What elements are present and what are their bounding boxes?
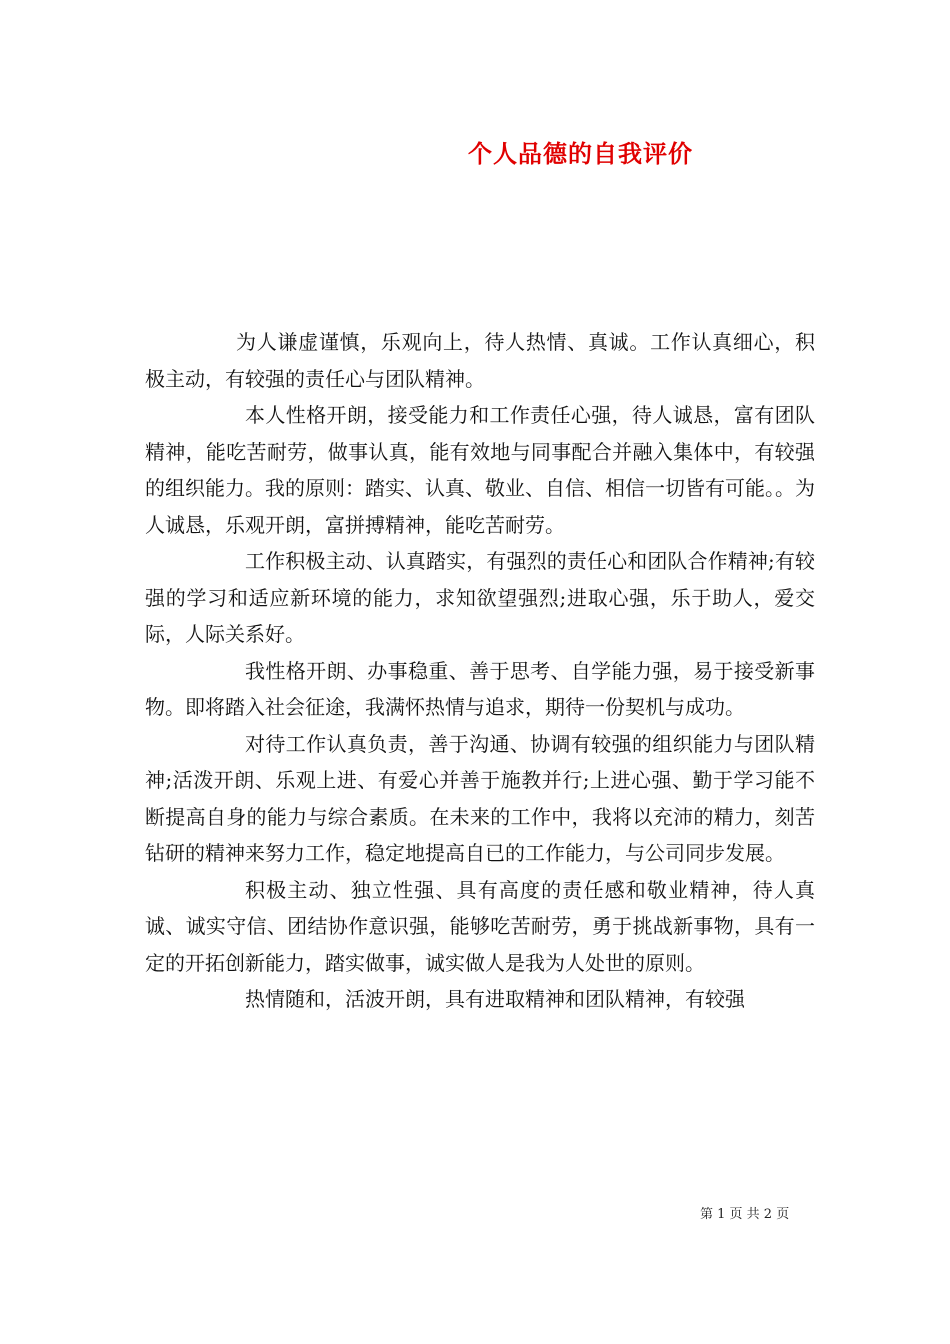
paragraph-1: 为人谦虚谨慎，乐观向上，待人热情、真诚。工作认真细心，积极主动，有较强的责任心与团队精神。: [145, 330, 815, 391]
page-title: 个人品德的自我评价: [468, 139, 693, 168]
document-body: [145, 324, 815, 1018]
page-number-footer: 第 1 页 共 2 页: [700, 1207, 790, 1222]
paragraph-7: 热情随和，活波开朗，具有进取精神和团队精神，有较强: [245, 987, 745, 1011]
paragraph-6: 积极主动、独立性强、具有高度的责任感和敬业精神，待人真诚、诚实守信、团结协作意识强，能够吃苦耐劳，勇于挑战新事物，具有一定的开拓创新能力，踏实做事，诚实做人是我为人处世的原则。: [145, 877, 815, 975]
paragraph-4: 我性格开朗、办事稳重、善于思考、自学能力强，易于接受新事物。即将踏入社会征途，我满怀热情与追求，期待一份契机与成功。: [145, 658, 815, 719]
paragraph-5: 对待工作认真负责，善于沟通、协调有较强的组织能力与团队精神;活泼开朗、乐观上进、有爱心并善于施教并行;上进心强、勤于学习能不断提高自身的能力与综合素质。在未来的工作中，我将以充沛的精力，刻苦钻研的精神来努力工作，稳定地提高自已的工作能力，与公司同步发展。: [145, 731, 815, 865]
paragraph-3: 工作积极主动、认真踏实，有强烈的责任心和团队合作精神;有较强的学习和适应新环境的能力，求知欲望强烈;进取心强，乐于助人，爱交际，人际关系好。: [145, 549, 815, 646]
paragraph-2: 本人性格开朗，接受能力和工作责任心强，待人诚恳，富有团队精神，能吃苦耐劳，做事认真，能有效地与同事配合并融入集体中，有较强的组织能力。我的原则：踏实、认真、敬业、自信、相信一切皆有可能。。为人诚恳，乐观开朗，富拼搏精神，能吃苦耐劳。: [145, 403, 815, 537]
